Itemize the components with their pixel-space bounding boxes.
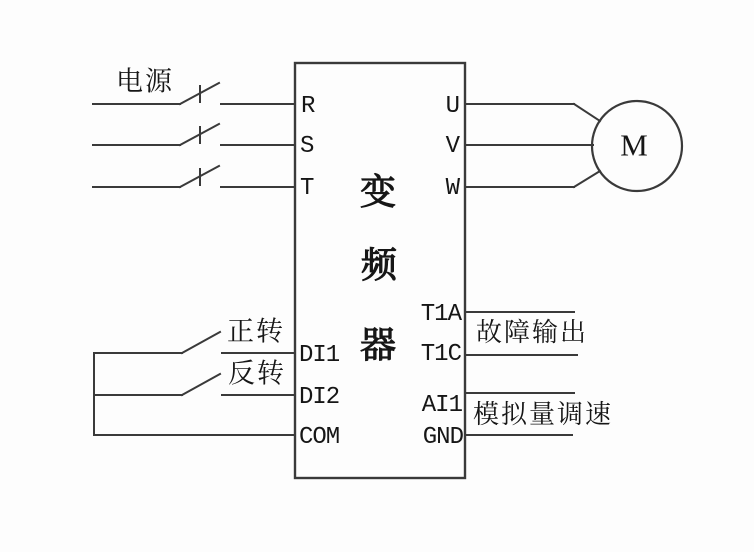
- inverter-title-char-2: 频: [360, 245, 398, 285]
- motor-label: M: [620, 127, 648, 163]
- power-source-label: 电源: [116, 66, 174, 97]
- terminal-di1: DI1: [299, 342, 340, 369]
- motor-wire-u: [465, 104, 600, 121]
- terminal-w: W: [445, 175, 459, 202]
- terminal-u: U: [445, 93, 459, 120]
- terminal-s: S: [300, 133, 314, 160]
- terminal-v: V: [445, 133, 459, 160]
- analog-speed-label: 模拟量调速: [473, 400, 614, 429]
- fault-output-label: 故障输出: [476, 318, 589, 347]
- reverse-run-label: 反转: [228, 358, 286, 389]
- terminal-t1c: T1C: [420, 341, 461, 368]
- terminal-ai1: AI1: [421, 392, 462, 419]
- inverter-title-char-3: 器: [359, 325, 397, 365]
- terminal-di2: DI2: [299, 384, 340, 411]
- breaker-switch-phase-t: [93, 166, 295, 187]
- inverter-title-char-1: 变: [359, 172, 397, 212]
- breaker-switch-phase-s: [93, 124, 295, 145]
- terminal-t: T: [300, 175, 314, 202]
- terminal-t1a: T1A: [420, 301, 461, 328]
- terminal-r: R: [301, 93, 315, 120]
- terminal-gnd: GND: [422, 424, 463, 451]
- terminal-com: COM: [299, 424, 340, 451]
- motor-wire-w: [465, 171, 600, 187]
- forward-run-label: 正转: [227, 316, 285, 347]
